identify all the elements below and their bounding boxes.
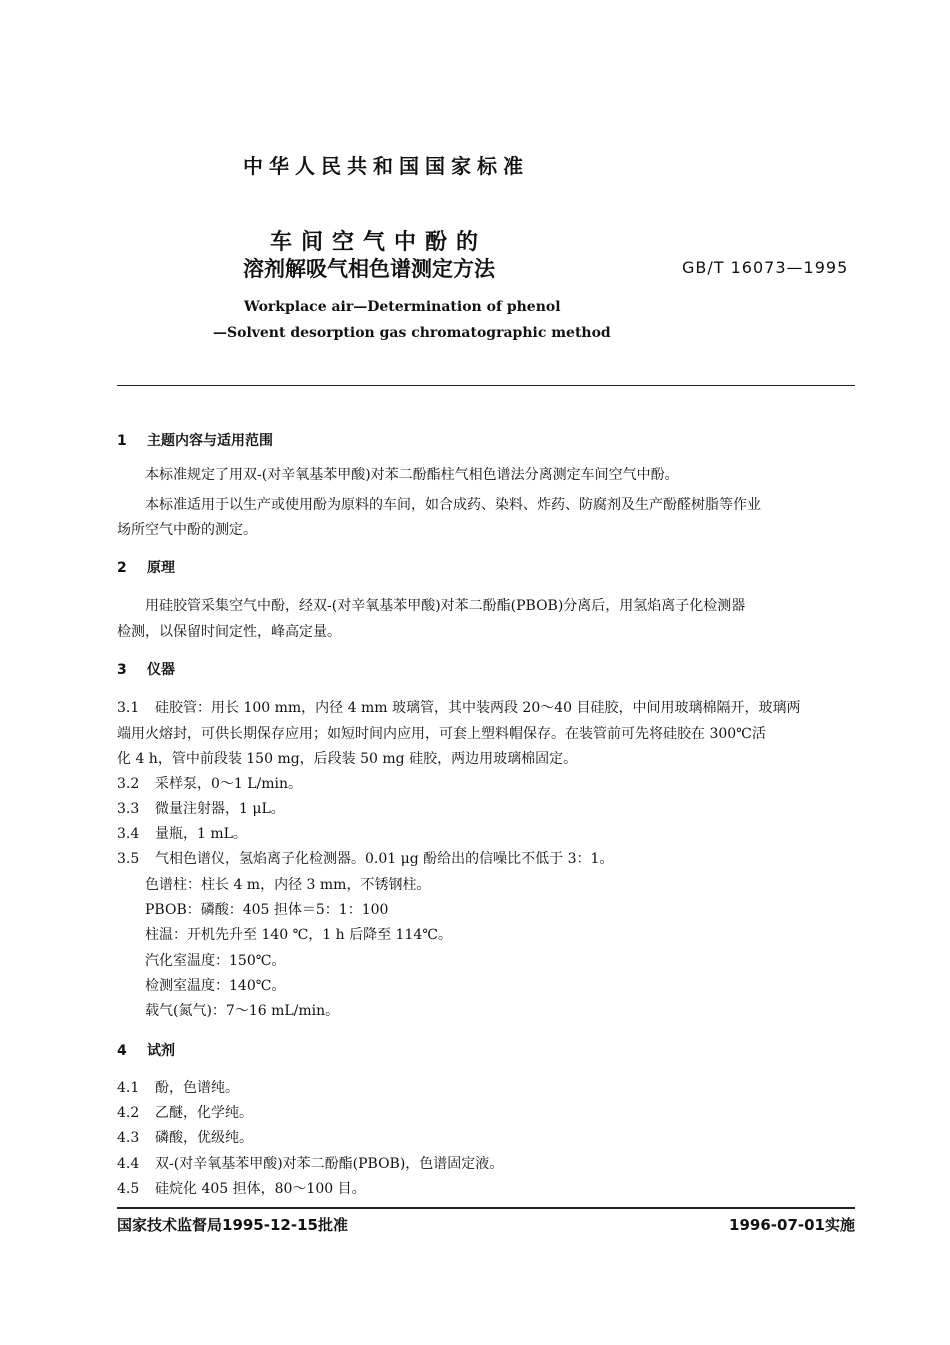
section-title: 原理	[147, 560, 175, 576]
item-text: 硅烷化 405 担体，80～100 目。	[155, 1181, 366, 1197]
section-1-heading	[117, 430, 273, 450]
section-number: 4	[117, 1043, 127, 1059]
section-title: 试剂	[147, 1043, 175, 1059]
item-continuation: 端用火熔封，可供长期保存应用；如短时间内应用，可套上塑料帽保存。在装管前可先将硅胶在 300℃活	[117, 726, 766, 742]
item-number: 4.1	[117, 1080, 140, 1096]
header-divider	[117, 385, 855, 386]
section-2-heading	[117, 557, 175, 577]
item-3-2	[117, 772, 302, 797]
english-title-line-2: —Solvent desorption gas chromatographic method	[213, 325, 611, 341]
paragraph: 用硅胶管采集空气中酚，经双-(对辛氧基苯甲酸)对苯二酚酯(PBOB)分离后，用氢焰离子化检测器	[145, 598, 746, 614]
item-text: 微量注射器，1 μL。	[155, 801, 285, 817]
item-3-4	[117, 822, 247, 847]
item-number: 4.3	[117, 1130, 140, 1146]
item-text: 量瓶，1 mL。	[155, 826, 247, 842]
item-number: 3.2	[117, 776, 140, 792]
item-text: 硅胶管：用长 100 mm，内径 4 mm 玻璃管，其中装两段 20～40 目硅胶，中间用玻璃棉隔开，玻璃两	[155, 700, 801, 716]
paragraph: 本标准适用于以生产或使用酚为原料的车间，如合成药、染料、炸药、防腐剂及生产酚醛树脂等作业	[145, 497, 761, 513]
paragraph: 本标准规定了用双-(对辛氧基苯甲酸)对苯二酚酯柱气相色谱法分离测定车间空气中酚。	[145, 467, 679, 483]
item-text: 乙醚，化学纯。	[155, 1105, 253, 1121]
item-number: 3.4	[117, 826, 140, 842]
paragraph-continuation: 场所空气中酚的测定。	[117, 522, 257, 538]
item-4-4	[117, 1152, 503, 1177]
item-text: 双-(对辛氧基苯甲酸)对苯二酚酯(PBOB)，色谱固定液。	[155, 1156, 504, 1172]
item-3-1	[117, 696, 801, 721]
item-3-3	[117, 797, 285, 822]
item-text: 磷酸，优级纯。	[155, 1130, 253, 1146]
item-continuation: 化 4 h，管中前段装 150 mg，后段装 50 mg 硅胶，两边用玻璃棉固定。	[117, 751, 578, 767]
item-number: 4.2	[117, 1105, 140, 1121]
item-number: 3.5	[117, 851, 140, 867]
sub-item: 色谱柱：柱长 4 m，内径 3 mm，不锈钢柱。	[145, 877, 431, 893]
section-number: 2	[117, 560, 127, 576]
sub-item: 载气(氮气)：7～16 mL/min。	[145, 1003, 340, 1019]
paragraph-continuation: 检测，以保留时间定性，峰高定量。	[117, 624, 341, 640]
item-4-5	[117, 1177, 366, 1202]
sub-item: 检测室温度：140℃。	[145, 978, 286, 994]
title-line-1: 车间空气中酚的	[270, 230, 488, 255]
approval-date: 国家技术监督局1995-12-15批准	[117, 1216, 348, 1234]
item-number: 4.5	[117, 1181, 140, 1197]
item-text: 采样泵，0～1 L/min。	[155, 776, 303, 792]
item-number: 3.3	[117, 801, 140, 817]
standard-number: GB/T 16073—1995	[682, 258, 849, 277]
item-3-5	[117, 847, 613, 872]
effective-date: 1996-07-01实施	[729, 1216, 855, 1234]
section-number: 1	[117, 433, 127, 449]
sub-item: PBOB：磷酸：405 担体＝5：1：100	[145, 902, 389, 918]
section-title: 主题内容与适用范围	[147, 433, 273, 449]
item-text: 酚，色谱纯。	[155, 1080, 239, 1096]
section-number: 3	[117, 662, 127, 678]
section-3-heading	[117, 659, 175, 679]
sub-item: 柱温：开机先升至 140 ℃，1 h 后降至 114℃。	[145, 927, 452, 943]
section-title: 仪器	[147, 662, 175, 678]
item-4-2	[117, 1101, 253, 1126]
item-4-3	[117, 1126, 253, 1151]
item-text: 气相色谱仪，氢焰离子化检测器。0.01 μg 酚给出的信噪比不低于 3：1。	[155, 851, 614, 867]
item-4-1	[117, 1076, 239, 1101]
sub-item: 汽化室温度：150℃。	[145, 953, 286, 969]
section-4-heading	[117, 1040, 175, 1060]
national-standard-heading: 中华人民共和国国家标准	[243, 154, 529, 178]
item-number: 3.1	[117, 700, 140, 716]
english-title-line-1: Workplace air—Determination of phenol	[244, 299, 561, 315]
item-number: 4.4	[117, 1156, 140, 1172]
footer-divider	[117, 1207, 855, 1209]
title-line-2: 溶剂解吸气相色谱测定方法	[243, 257, 495, 281]
